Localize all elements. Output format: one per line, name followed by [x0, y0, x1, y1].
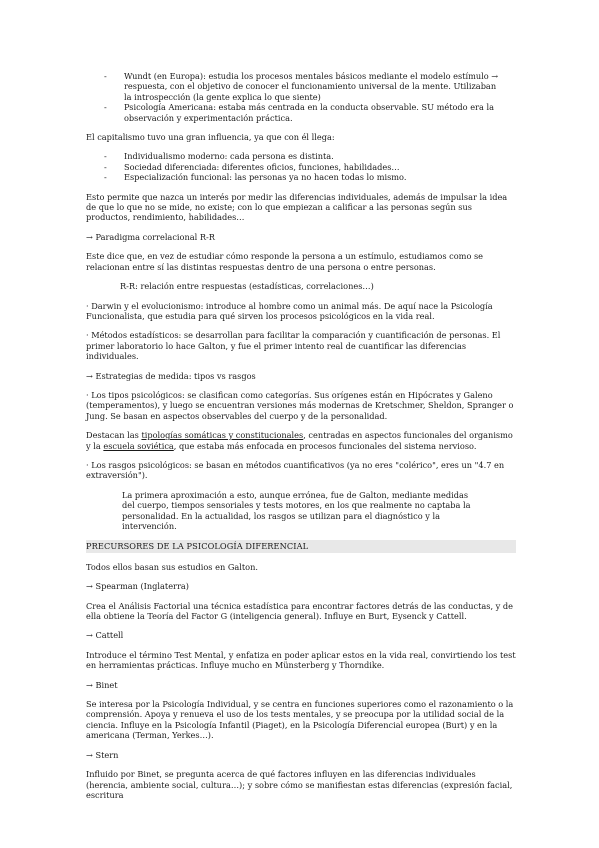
- section-heading: PRECURSORES DE LA PSICOLOGÍA DIFERENCIAL: [86, 540, 516, 552]
- text-segment: , que estaba más enfocada en procesos funcionales del sistema nervioso.: [173, 440, 477, 451]
- paragraph-metodos: · Métodos estadísticos: se desarrollan para facilitar la comparación y cuantificación de personas. El primer laboratorio lo hace Galton, y fue el primer intento real de cuantificar las diferencias individuales.: [86, 330, 501, 362]
- text-segment: , centradas en aspectos funcionales del organismo y la: [86, 430, 513, 451]
- document-body: [86, 71, 516, 809]
- heading-spearman: → Spearman (Inglaterra): [86, 581, 189, 592]
- heading-estrategias: → Estrategias de medida: tipos vs rasgos: [86, 370, 256, 381]
- underlined-term: tipologías somáticas y constitucionales: [141, 430, 304, 441]
- paragraph-rr: R-R: relación entre respuestas (estadísticas, correlaciones…): [120, 281, 374, 292]
- list-item: - Especialización funcional: las personas ya no hacen todas lo mismo.: [104, 172, 407, 183]
- list-item: - Wundt (en Europa): estudia los procesos mentales básicos mediante el modelo estímulo → respuesta, con el objetivo de conocer el funcionamiento universal de la mente. Utilizaban la introspección (la gente explica lo que siente): [104, 71, 499, 102]
- heading-binet: → Binet: [86, 679, 118, 690]
- heading-cattell: → Cattell: [86, 630, 124, 641]
- paragraph-capitalismo: El capitalismo tuvo una gran influencia, ya que con él llega:: [86, 132, 335, 143]
- paragraph-darwin: · Darwin y el evolucionismo: introduce al hombre como un animal más. De aquí nace la Psicología Funcionalista, que estudia para qué sirven los procesos psicológicos en la vida real.: [86, 300, 493, 321]
- list-item: - Individualismo moderno: cada persona es distinta.: [104, 151, 334, 162]
- heading-correlacional: → Paradigma correlacional R-R: [86, 231, 215, 242]
- list-item: - Psicología Americana: estaba más centrada en la conducta observable. SU método era la observación y experimentación práctica.: [104, 102, 494, 123]
- paragraph-galton: La primera aproximación a esto, aunque errónea, fue de Galton, mediante medidas del cuerpo, tiempos sensoriales y tests motores, en los que realmente no captaba la personalidad. En la actualidad, los rasgos se utilizan para el diagnóstico y la intervención.: [122, 489, 471, 531]
- paragraph-interes: Esto permite que nazca un interés por medir las diferencias individuales, además de impulsar la idea de que lo que no se mide, no existe; con lo que empiezan a calificar a las personas según sus productos, rendimiento, habilidades…: [86, 191, 508, 223]
- capitalismo-list: [104, 151, 499, 182]
- paragraph-binet: Se interesa por la Psicología Individual, y se centra en funciones superiores como el razonamiento o la comprensión. Apoya y renueva el uso de los tests mentales, y se preocupa por la utilidad social de la ciencia. Influye en la Psicología Infantil (Piaget), en la Psicología Diferencial europea (Burt) y en la americana (Terman, Yerkes…).: [86, 699, 514, 741]
- text-segment: Destacan las: [86, 430, 142, 441]
- paragraph-spearman: Crea el Análisis Factorial una técnica estadística para encontrar factores detrás de las conductas, y de ella obtiene la Teoría del Factor G (inteligencia general). Influye en Burt, Eysenck y Cattell.: [86, 600, 513, 622]
- list-item: - Sociedad diferenciada: diferentes oficios, funciones, habilidades…: [104, 161, 400, 172]
- paragraph-tipos: · Los tipos psicológicos: se clasifican como categorías. Sus orígenes están en Hipócrates y Galeno (temperamentos), y luego se encuentran versiones más modernas de Kretschmer, Sheldon, Spranger o Jung. Se basan en aspectos observables del cuerpo y de la personalidad.: [86, 389, 514, 421]
- paragraph-todos: Todos ellos basan sus estudios en Galton.: [86, 561, 258, 572]
- paragraph-destacan: [86, 430, 516, 451]
- paragraph-rasgos: · Los rasgos psicológicos: se basan en métodos cuantificativos (ya no eres "colérico", eres un "4.7 en extraversión").: [86, 459, 505, 481]
- intro-list: [104, 71, 499, 123]
- paragraph-stern: Influido por Binet, se pregunta acerca de qué factores influyen en las diferencias individuales (herencia, ambiente social, cultura…); y sobre cómo se manifiestan estas diferencias (expresión facial, escritura: [86, 769, 513, 800]
- paragraph-cattell: Introduce el término Test Mental, y enfatiza en poder aplicar estos en la vida real, convirtiendo los test en herramientas prácticas. Influye mucho en Münsterberg y Thorndike.: [86, 649, 516, 671]
- heading-stern: → Stern: [86, 749, 119, 760]
- paragraph-correlacional: Este dice que, en vez de estudiar cómo responde la persona a un estímulo, estudiamos como se relacionan entre sí las distintas respuestas dentro de una persona o entre personas.: [86, 251, 484, 272]
- underlined-term: escuela soviética: [103, 440, 174, 451]
